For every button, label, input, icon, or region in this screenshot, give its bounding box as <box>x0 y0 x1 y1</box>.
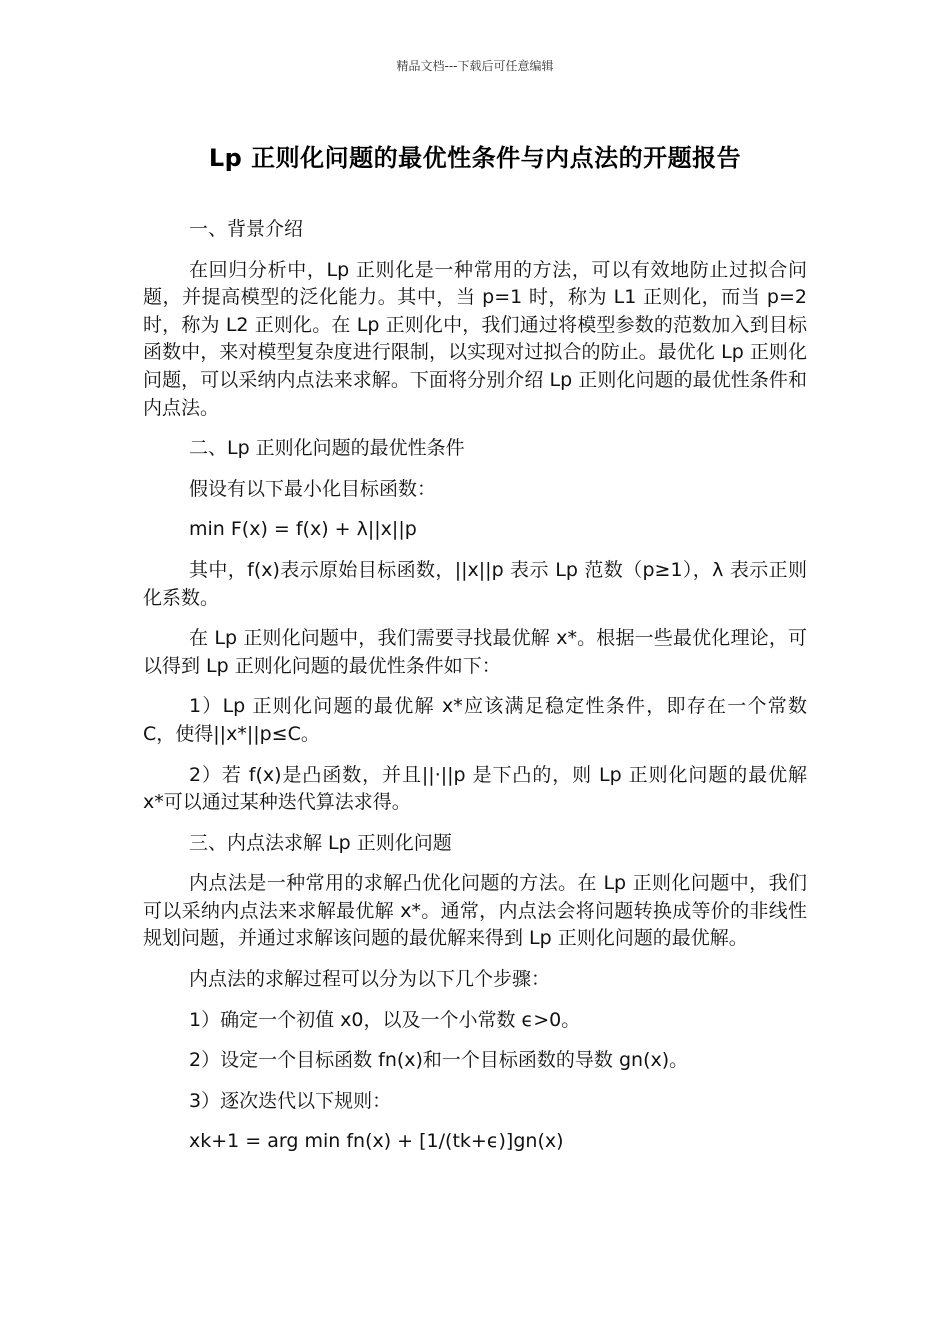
section-heading-optimality: 二、Lp 正则化问题的最优性条件 <box>189 437 465 460</box>
paragraph-background: 在回归分析中，Lp 正则化是一种常用的方法，可以有效地防止过拟合问题，并提高模型的泛化能力。其中，当 p=1 时，称为 L1 正则化，而当 p=2 时，称为 L2 正则化。在 Lp 正则化中，我们通过将模型参数的范数加入到目标函数中，来对模型复杂度进行限制，以实现对过拟合的防止。最优化 Lp 正则化问题，可以采纳内点法来求解。下面将分别介绍 Lp 正则化问题的最优性条件和内点法。 <box>143 258 807 419</box>
step-item-2: 2）设定一个目标函数 fn(x)和一个目标函数的导数 gn(x)。 <box>189 1049 689 1072</box>
condition-item-2: 2）若 f(x)是凸函数，并且||·||p 是下凸的，则 Lp 正则化问题的最优解 x*可以通过某种迭代算法求得。 <box>143 763 807 814</box>
paragraph-interior-point: 内点法是一种常用的求解凸优化问题的方法。在 Lp 正则化问题中，我们可以采纳内点法来求解最优解 x*。通常，内点法会将问题转换成等价的非线性规划问题，并通过求解该问题的最优解来得到 Lp 正则化问题的最优解。 <box>143 872 807 950</box>
header-note: 精品文档---下载后可任意编辑 <box>396 59 554 73</box>
document-body <box>143 216 807 1169</box>
section-heading-interior-point: 三、内点法求解 Lp 正则化问题 <box>189 831 452 854</box>
step-item-3: 3）逐次迭代以下规则： <box>189 1089 392 1112</box>
formula-iteration: xk+1 = arg min fn(x) + [1/(tk+ϵ)]gn(x) <box>189 1130 564 1153</box>
paragraph-steps-intro: 内点法的求解过程可以分为以下几个步骤： <box>189 968 551 991</box>
step-item-1: 1）确定一个初值 x0，以及一个小常数 ϵ>0。 <box>189 1008 581 1031</box>
document-title: Lp 正则化问题的最优性条件与内点法的开题报告 <box>208 144 742 172</box>
paragraph-optimality-intro: 在 Lp 正则化问题中，我们需要寻找最优解 x*。根据一些最优化理论，可以得到 Lp 正则化问题的最优性条件如下： <box>143 627 807 677</box>
formula-objective: min F(x) = f(x) + λ||x||p <box>189 518 417 541</box>
section-heading-background: 一、背景介绍 <box>189 218 304 240</box>
condition-item-1: 1）Lp 正则化问题的最优解 x*应该满足稳定性条件，即存在一个常数 C，使得||x*||p≤C。 <box>143 695 807 745</box>
paragraph-objective-intro: 假设有以下最小化目标函数： <box>189 477 437 500</box>
paragraph-objective-explain: 其中，f(x)表示原始目标函数，||x||p 表示 Lp 范数（p≥1），λ 表示正则化系数。 <box>143 558 807 609</box>
